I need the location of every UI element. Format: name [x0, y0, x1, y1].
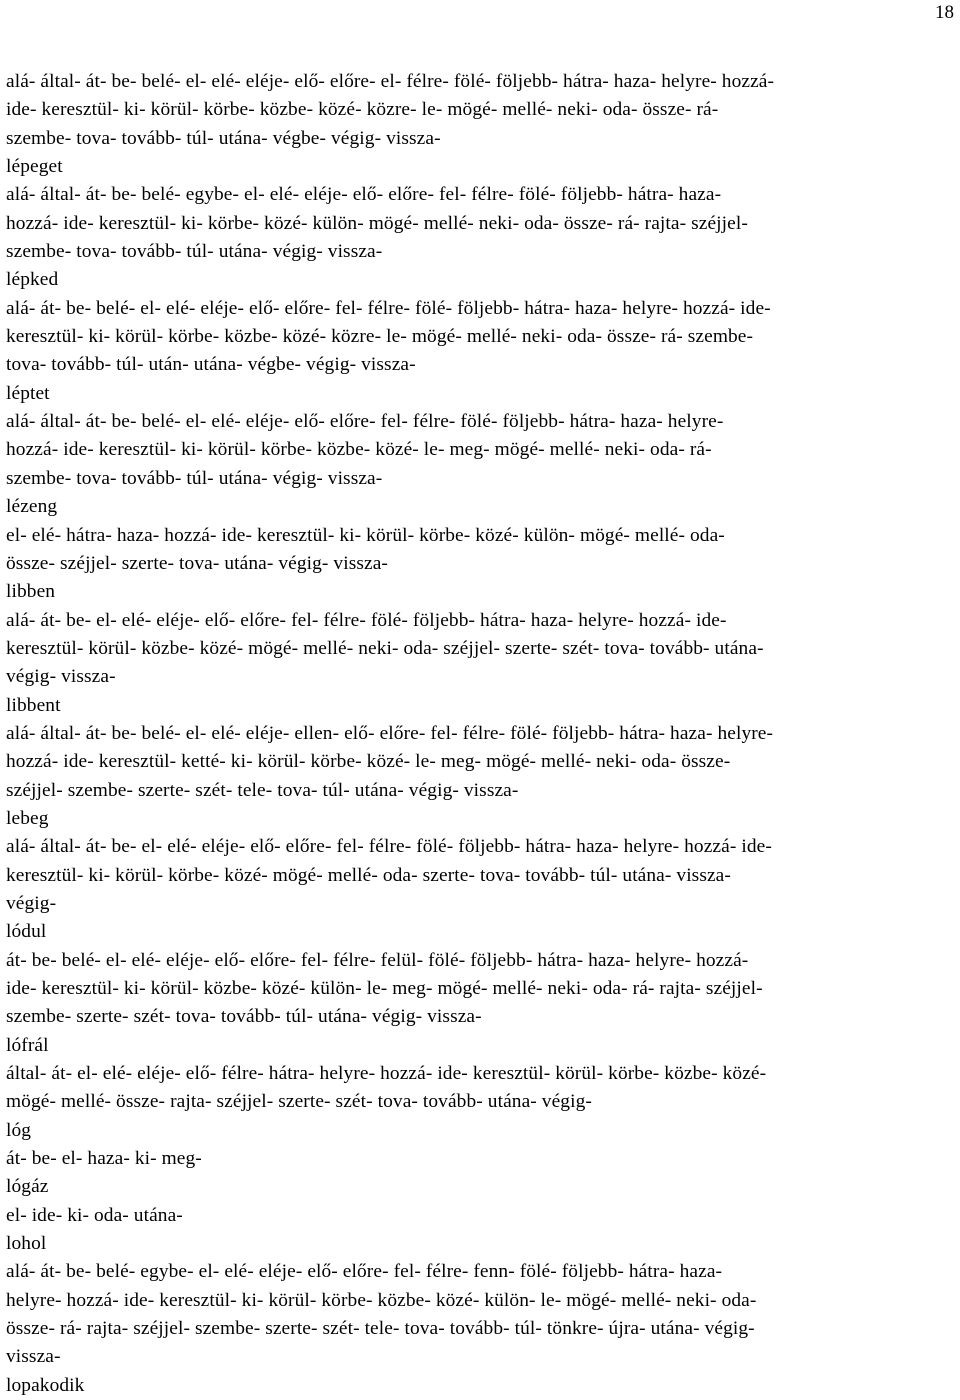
verb-headword: lódul [6, 921, 47, 943]
prefix-line: hozzá- ide- keresztül- ki- körbe- közé- külön- mögé- mellé- neki- oda- össze- rá- rajta- széjjel- [6, 212, 748, 234]
prefix-line: végig- [6, 892, 57, 914]
verb-headword: libbent [6, 694, 61, 716]
prefix-line: alá- által- át- be- belé- el- elé- eléje- elő- előre- el- félre- fölé- följebb- hátra- haza- helyre- hozzá- [6, 71, 775, 92]
verb-headword: léptet [6, 382, 50, 404]
verb-entry [6, 1202, 946, 1259]
verb-entry [6, 181, 946, 294]
prefix-line: hozzá- ide- keresztül- ketté- ki- körül- körbe- közé- le- meg- mögé- mellé- neki- oda- össze- [6, 751, 731, 773]
verb-headword: lézeng [6, 496, 58, 518]
verb-entry [6, 68, 946, 181]
verb-headword: lépeget [6, 156, 63, 178]
prefix-line: hozzá- ide- keresztül- ki- körül- körbe- közbe- közé- le- meg- mögé- mellé- neki- oda- rá- [6, 439, 712, 461]
prefix-line: tova- tovább- túl- után- utána- végbe- végig- vissza- [6, 354, 416, 376]
document-body [6, 68, 946, 1400]
verb-entry [6, 1145, 946, 1202]
prefix-line: alá- által- át- be- el- elé- eléje- elő- előre- fel- félre- fölé- följebb- hátra- haza- helyre- hozzá- ide- [6, 836, 772, 858]
verb-headword: lóg [6, 1119, 32, 1141]
verb-headword: libben [6, 581, 56, 603]
prefix-line: össze- széjjel- szerte- tova- utána- végig- vissza- [6, 552, 388, 574]
verb-headword: lófrál [6, 1034, 49, 1056]
verb-headword: lebeg [6, 807, 49, 829]
prefix-line: széjjel- szembe- szerte- szét- tele- tova- túl- utána- végig- vissza- [6, 779, 519, 801]
prefix-line: át- be- belé- el- elé- eléje- elő- előre- fel- félre- felül- fölé- följebb- hátra- haza- helyre- hozzá- [6, 949, 749, 971]
page-number: 18 [935, 2, 954, 23]
verb-entry [6, 947, 946, 1060]
prefix-line: ide- keresztül- ki- körül- körbe- közbe- közé- közre- le- mögé- mellé- neki- oda- össze- rá- [6, 99, 719, 121]
prefix-line: szembe- tova- tovább- túl- utána- végig- vissza- [6, 241, 383, 263]
prefix-line: alá- által- át- be- belé- el- elé- eléje- ellen- elő- előre- fel- félre- fölé- följebb- hátra- haza- helyre- [6, 722, 774, 744]
prefix-line: végig- vissza- [6, 666, 116, 688]
verb-headword: lohol [6, 1233, 47, 1255]
prefix-line: el- elé- hátra- haza- hozzá- ide- keresztül- ki- körül- körbe- közé- külön- mögé- mellé- oda- [6, 524, 725, 546]
prefix-line: vissza- [6, 1346, 61, 1368]
verb-headword: lógáz [6, 1176, 49, 1198]
verb-entry [6, 1060, 946, 1145]
verb-headword: lopakodik [6, 1374, 85, 1396]
prefix-line: ide- keresztül- ki- körül- közbe- közé- külön- le- meg- mögé- mellé- neki- oda- rá- rajta- széjjel- [6, 978, 763, 999]
prefix-line: mögé- mellé- össze- rajta- széjjel- szerte- szét- tova- tovább- utána- végig- [6, 1091, 592, 1113]
prefix-line: el- ide- ki- oda- utána- [6, 1204, 183, 1226]
verb-entry [6, 607, 946, 720]
verb-entry [6, 833, 946, 946]
prefix-line: keresztül- körül- közbe- közé- mögé- mellé- neki- oda- széjjel- szerte- szét- tova- tovább- utána- [6, 637, 764, 659]
verb-entry [6, 408, 946, 521]
prefix-line: szembe- szerte- szét- tova- tovább- túl- utána- végig- vissza- [6, 1006, 482, 1028]
prefix-line: keresztül- ki- körül- körbe- közé- mögé- mellé- oda- szerte- tova- tovább- túl- utána- vissza- [6, 864, 731, 886]
prefix-line: szembe- tova- tovább- túl- utána- végbe- végig- vissza- [6, 127, 441, 149]
prefix-line: át- be- el- haza- ki- meg- [6, 1148, 202, 1170]
prefix-line: alá- által- át- be- belé- egybe- el- elé- eléje- elő- előre- fel- félre- fölé- följebb- hátra- haza- [6, 184, 722, 206]
prefix-line: alá- át- be- el- elé- eléje- elő- előre- fel- félre- fölé- följebb- hátra- haza- helyre- hozzá- ide- [6, 609, 727, 631]
verb-entry [6, 295, 946, 408]
prefix-line: össze- rá- rajta- széjjel- szembe- szerte- szét- tele- tova- tovább- túl- tönkre- újra- utána- végig- [6, 1318, 755, 1340]
prefix-line: keresztül- ki- körül- körbe- közbe- közé- közre- le- mögé- mellé- neki- oda- össze- rá- szembe- [6, 326, 754, 348]
verb-entry [6, 1258, 946, 1400]
prefix-line: alá- át- be- belé- egybe- el- elé- eléje- elő- előre- fel- félre- fenn- fölé- följebb- hátra- haza- [6, 1261, 723, 1283]
prefix-line: helyre- hozzá- ide- keresztül- ki- körül- körbe- közbe- közé- külön- le- mögé- mellé- neki- oda- [6, 1289, 757, 1311]
prefix-line: szembe- tova- tovább- túl- utána- végig- vissza- [6, 467, 383, 489]
verb-entry [6, 720, 946, 833]
prefix-line: által- át- el- elé- eléje- elő- félre- hátra- helyre- hozzá- ide- keresztül- körül- körbe- közbe- közé- [6, 1063, 767, 1085]
verb-entry [6, 522, 946, 607]
prefix-line: alá- át- be- belé- el- elé- eléje- elő- előre- fel- félre- fölé- följebb- hátra- haza- helyre- hozzá- ide- [6, 297, 771, 319]
prefix-line: alá- által- át- be- belé- el- elé- eléje- elő- előre- fel- félre- fölé- följebb- hátra- haza- helyre- [6, 411, 724, 433]
verb-headword: lépked [6, 269, 59, 291]
